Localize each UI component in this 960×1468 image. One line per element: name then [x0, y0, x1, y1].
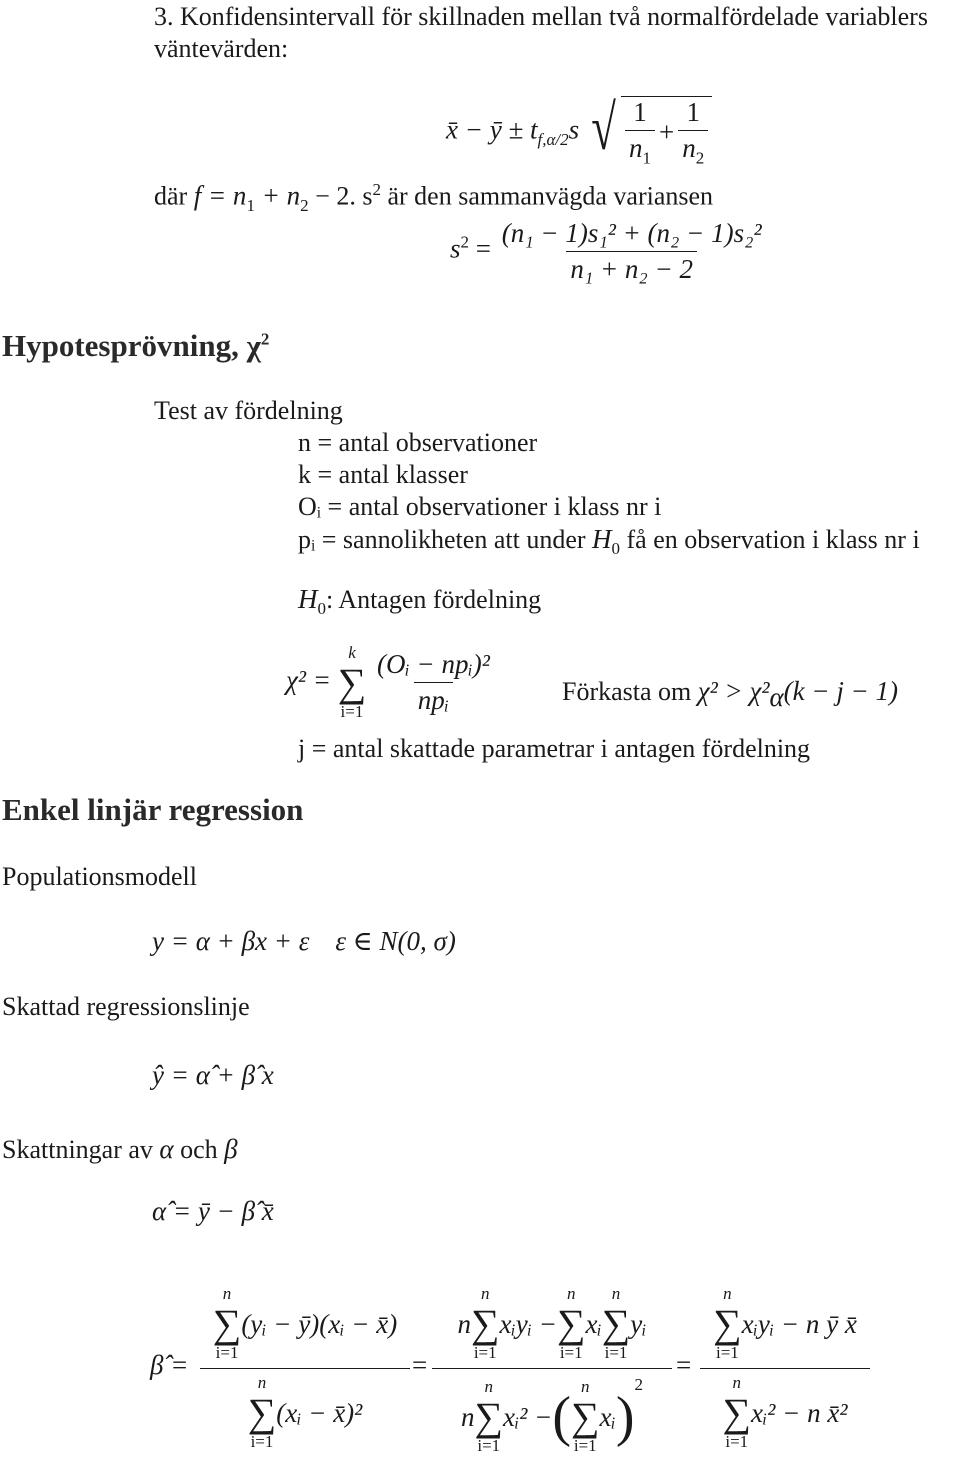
ci-frac-2-den: n [682, 133, 696, 163]
pooled-lhs: s [450, 233, 461, 264]
ci-frac-2-den-sub: 2 [695, 148, 705, 168]
chi-formula [286, 644, 494, 721]
test-title: Test av fördelning [154, 396, 343, 425]
f-expr-sub2: 2 [300, 195, 309, 215]
ci-formula-s: s [568, 114, 580, 145]
f-expr: f = n [193, 180, 247, 211]
alpha-hat: α̂ = ȳ − β̂ x̄ [152, 1196, 274, 1226]
reject-rule: Förkasta om $\chi^2 > \chi^2_\alpha(k - j - 1)$ [562, 676, 899, 713]
section3-title-line1: 3. Konfidensintervall för skillnaden mellan två normalfördelade variablers [154, 2, 928, 31]
eq-1: = [412, 1350, 428, 1380]
sum-icon: n ∑ i=1 [556, 1284, 586, 1362]
ci-plus: + [659, 117, 675, 148]
est-line-label: Skattad regressionslinje [2, 992, 250, 1021]
ci-frac-2 [678, 97, 708, 168]
ci-frac-1 [625, 97, 655, 168]
sum-icon: n ∑ i=1 [474, 1377, 504, 1455]
ci-frac-2-num: 1 [686, 97, 701, 127]
f-expr-mid: + n [254, 180, 301, 211]
estimates-label: Skattningar av α och β [2, 1134, 238, 1164]
s2-rest: är den sammanvägda variansen [380, 181, 714, 211]
regression-heading: Enkel linjär regression [2, 792, 304, 827]
ci-frac-1-den: n [629, 133, 643, 163]
section3-title-line2: väntevärden: [154, 34, 289, 63]
dar-line: där $f = n_1 + n_2 - 2$. $s^2$ är den sammanvägda variansen [154, 180, 714, 215]
f-expr-end: − 2 [308, 181, 350, 211]
pooled-den: n₁ + n₂ − 2 [566, 251, 697, 285]
sum-icon: n ∑ i=1 [601, 1284, 631, 1362]
h0-line: $H_0$: Antagen fördelning [298, 584, 542, 619]
pooled-variance: $s^2$ = $\frac{\text{(n₁ − 1)s₁² + (n₂ − 1)s₂²}}{\text{n₁ + n₂ − 2}}$ [450, 218, 766, 285]
sum-icon: n ∑ i=1 [713, 1284, 742, 1362]
sqrt-icon: √ [591, 92, 616, 163]
pooled-frac [498, 218, 766, 285]
sum-icon: n ∑ i=1 [247, 1373, 277, 1451]
beta-frac-2: n n ∑ i=1 xᵢyᵢ − n ∑ i=1 xᵢ n ∑ i=1 yᵢ n n ∑ i=1 xᵢ² − ( n ∑ i=1 xᵢ ) $^2$ [432, 1280, 672, 1465]
ci-frac-1-den-sub: 1 [642, 148, 652, 168]
chi-frac: $\frac{\text{(Oᵢ − npᵢ)²}}{\text{npᵢ}}$ [376, 649, 490, 716]
j-def: j = antal skattade parametrar i antagen fördelning [298, 734, 811, 763]
sum-icon: k ∑ i=1 [337, 643, 367, 721]
def-n: n = antal observationer [298, 428, 538, 457]
ci-frac-1-num: 1 [633, 97, 647, 127]
est-line: ŷ = α̂ + β̂ x [152, 1060, 274, 1090]
ci-formula-left: x̄ − ȳ ± t [446, 114, 538, 145]
pop-model: y = α + βx + ε ε ∈ N(0, σ) [152, 926, 456, 956]
ci-sqrt-body [621, 96, 712, 168]
def-O: Oᵢ = antal observationer i klass nr i [298, 492, 662, 521]
sum-icon: n ∑ i=1 [571, 1377, 600, 1455]
ci-formula [446, 92, 712, 168]
ci-sqrt [586, 92, 712, 168]
s2-text: . s [349, 181, 373, 211]
f-expr-sub1: 1 [246, 195, 255, 215]
hypo-heading: Hypotesprövning, $\chi^2$ [2, 328, 270, 363]
eq-2: = [676, 1350, 692, 1380]
sum-icon: n ∑ i=1 [470, 1284, 500, 1362]
pop-model-label: Populationsmodell [2, 862, 197, 891]
beta-lhs: β̂ = [150, 1350, 189, 1380]
beta-frac-1: n ∑ i=1 (yᵢ − ȳ)(xᵢ − x̄) n ∑ i=1 (xᵢ − x̄)² [200, 1280, 410, 1457]
sum-icon: n ∑ i=1 [722, 1373, 752, 1451]
beta-frac-3: n ∑ i=1 xᵢyᵢ − n ȳ x̄ n ∑ i=1 xᵢ² − n x̄² [700, 1280, 870, 1457]
def-k: k = antal klasser [298, 460, 468, 489]
pooled-num: (n₁ − 1)s₁² + (n₂ − 1)s₂² [501, 218, 762, 248]
chi-lhs: χ² = [286, 664, 331, 695]
ci-formula-sub: f,α/2 [537, 129, 569, 149]
dar-text: där [154, 181, 194, 211]
def-p: pᵢ = sannolikheten att under $H_0$ få en observation i klass nr i [298, 524, 920, 559]
sum-icon: n ∑ i=1 [212, 1284, 242, 1362]
